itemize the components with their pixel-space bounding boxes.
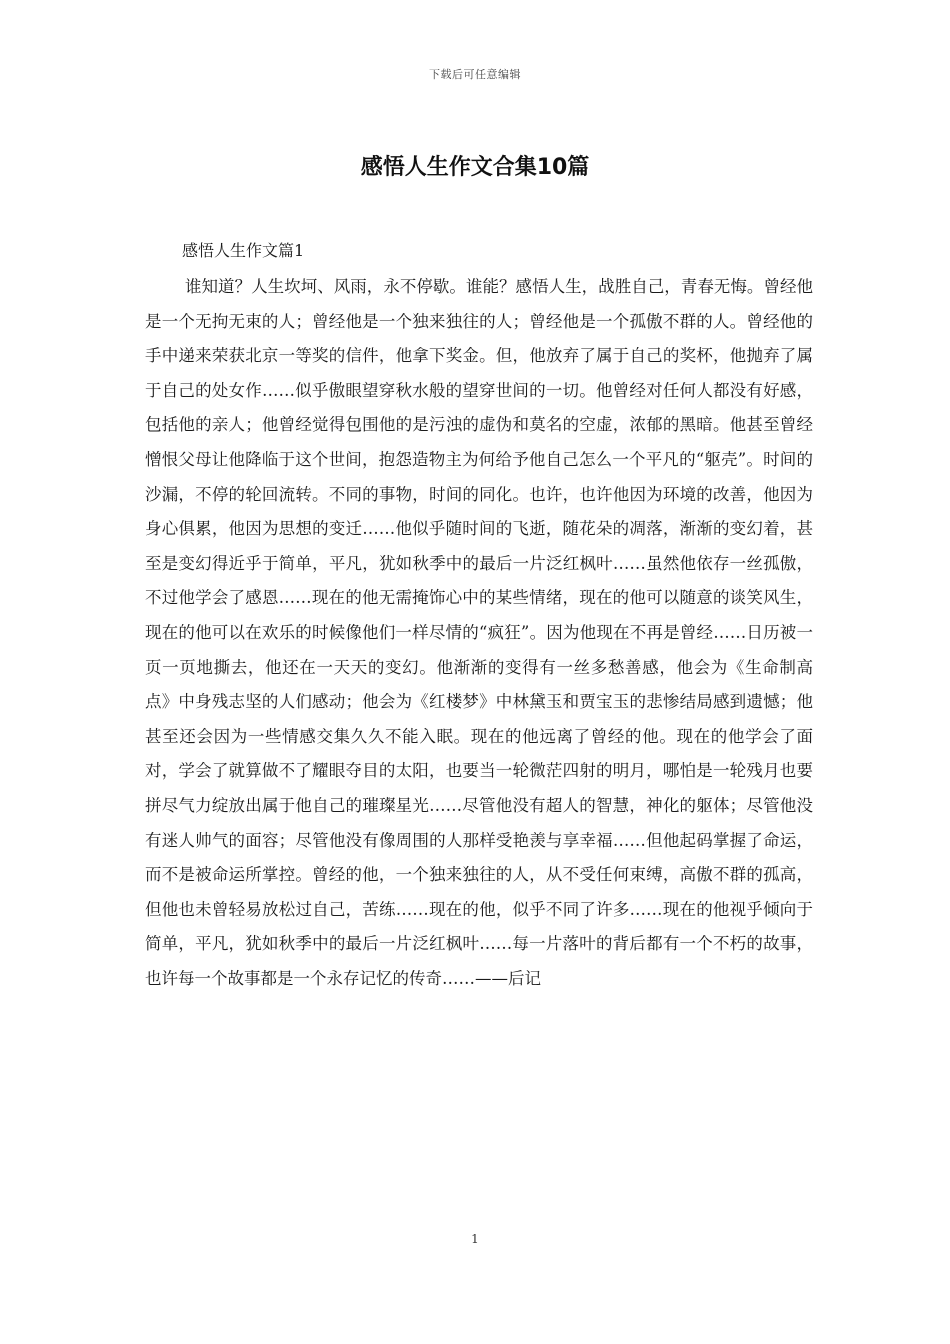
header-note: 下载后可任意编辑 [429,68,521,81]
section-heading: 感悟人生作文篇1 [182,241,305,260]
page-number: 1 [471,1232,479,1246]
body-paragraph: 谁知道？人生坎坷、风雨，永不停歇。谁能？感悟人生，战胜自己，青春无悔。曾经他是一个无拘无束的人；曾经他是一个独来独往的人；曾经他是一个孤傲不群的人。曾经他的手中递来荣获北京一等奖的信件，他拿下奖金。但，他放弃了属于自己的奖杯，他抛弃了属于自己的处女作……似乎傲眼望穿秋水般的望穿世间的一切。他曾经对任何人都没有好感，包括他的亲人；他曾经觉得包围他的是污浊的虚伪和莫名的空虚，浓郁的黑暗。他甚至曾经憎恨父母让他降临于这个世间，抱怨造物主为何给予他自己怎么一个平凡的“躯壳”。时间的沙漏，不停的轮回流转。不同的事物，时间的同化。也许，也许他因为环境的改善，他因为身心俱累，他因为思想的变迁……他似乎随时间的飞逝，随花朵的凋落，渐渐的变幻着，甚至是变幻得近乎于简单，平凡，犹如秋季中的最后一片泛红枫叶……虽然他依存一丝孤傲，不过他学会了感恩……现在的他无需掩饰心中的某些情绪，现在的他可以随意的谈笑风生，现在的他可以在欢乐的时候像他们一样尽情的“疯狂”。因为他现在不再是曾经……日历被一页一页地撕去，他还在一天天的变幻。他渐渐的变得有一丝多愁善感，他会为《生命制高点》中身残志坚的人们感动；他会为《红楼梦》中林黛玉和贾宝玉的悲惨结局感到遗憾；他甚至还会因为一些情感交集久久不能入眠。现在的他远离了曾经的他。现在的他学会了面对，学会了就算做不了耀眼夺目的太阳，也要当一轮微茫四射的明月，哪怕是一轮残月也要拼尽气力绽放出属于他自己的璀璨星光……尽管他没有超人的智慧，神化的躯体；尽管他没有迷人帅气的面容；尽管他没有像周围的人那样受艳羡与享幸福……但他起码掌握了命运，而不是被命运所掌控。曾经的他，一个独来独往的人，从不受任何束缚，高傲不群的孤高，但他也未曾轻易放松过自己，苦练……现在的他，似乎不同了许多……现在的他视乎倾向于简单，平凡，犹如秋季中的最后一片泛红枫叶……每一片落叶的背后都有一个不朽的故事，也许每一个故事都是一个永存记忆的传奇……——后记 [145,277,813,988]
document-title: 感悟人生作文合集10篇 [360,155,590,180]
